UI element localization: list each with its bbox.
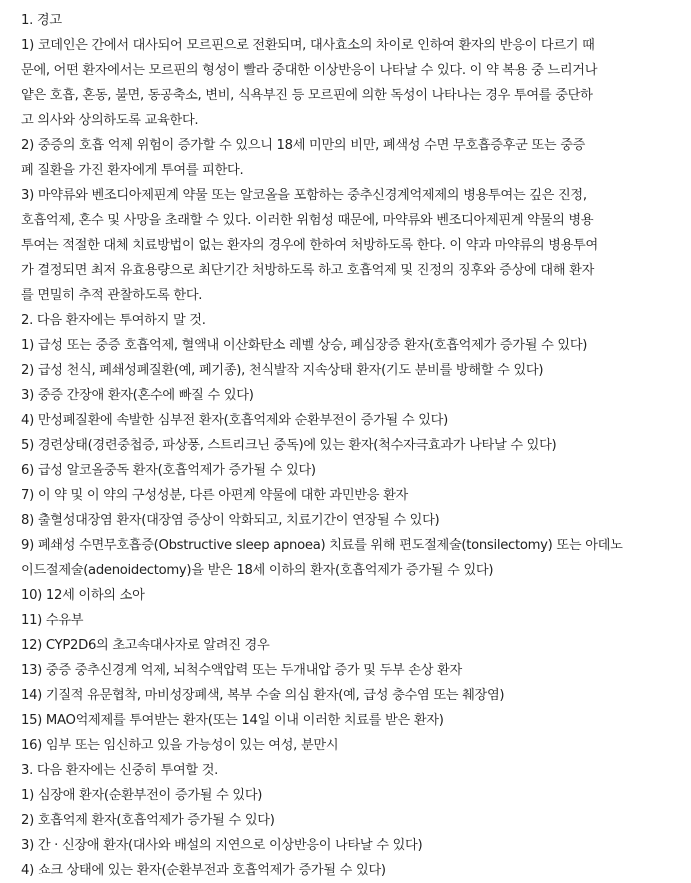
text-line: 투여는 적절한 대체 치료방법이 없는 환자의 경우에 한하여 처방하도록 한다. 이 약과 마약류의 병용투여 xyxy=(21,238,598,253)
text-line: 1) 급성 또는 중증 호흡억제, 혈액내 이산화탄소 레벨 상승, 폐심장증 환자(호흡억제가 증가될 수 있다) xyxy=(21,338,588,353)
text-line: 를 면밀히 추적 관찰하도록 한다. xyxy=(21,288,203,303)
text-line: 고 의사와 상의하도록 교육한다. xyxy=(21,113,199,128)
text-line: 3. 다음 환자에는 신중히 투여할 것. xyxy=(21,763,219,778)
text-line: 2) 중증의 호흡 억제 위험이 증가할 수 있으니 18세 미만의 비만, 폐색성 수면 무호흡증후군 또는 중증 xyxy=(21,138,586,153)
text-line: 1) 코데인은 간에서 대사되어 모르핀으로 전환되며, 대사효소의 차이로 인하여 환자의 반응이 다르기 때 xyxy=(21,38,595,53)
text-line: 7) 이 약 및 이 약의 구성성분, 다른 아편계 약물에 대한 과민반응 환자 xyxy=(21,488,408,503)
text-line: 10) 12세 이하의 소아 xyxy=(21,588,145,603)
text-line: 1) 심장애 환자(순환부전이 증가될 수 있다) xyxy=(21,788,263,803)
text-line: 5) 경련상태(경련중첩증, 파상풍, 스트리크닌 중독)에 있는 환자(척수자극효과가 나타날 수 있다) xyxy=(21,438,557,453)
text-line: 이드절제술(adenoidectomy)을 받은 18세 이하의 환자(호흡억제가 증가될 수 있다) xyxy=(21,563,494,578)
text-line: 3) 간 · 신장애 환자(대사와 배설의 지연으로 이상반응이 나타날 수 있다) xyxy=(21,838,423,853)
text-line: 호흡억제, 혼수 및 사망을 초래할 수 있다. 이러한 위험성 때문에, 마약류와 벤조디아제핀계 약물의 병용 xyxy=(21,213,594,228)
text-line: 폐 질환을 가진 환자에게 투여를 피한다. xyxy=(21,163,244,178)
text-line: 2) 급성 천식, 폐쇄성폐질환(예, 폐기종), 천식발작 지속상태 환자(기도 분비를 방해할 수 있다) xyxy=(21,363,544,378)
text-line: 12) CYP2D6의 초고속대사자로 알려진 경우 xyxy=(21,638,270,653)
text-line: 3) 중증 간장애 환자(혼수에 빠질 수 있다) xyxy=(21,388,254,403)
text-line: 3) 마약류와 벤조디아제핀계 약물 또는 알코올을 포함하는 중추신경계억제제의 병용투여는 깊은 진정, xyxy=(21,188,587,203)
text-line: 13) 중증 중추신경계 억제, 뇌척수액압력 또는 두개내압 증가 및 두부 손상 환자 xyxy=(21,663,462,678)
text-line: 15) MAO억제제를 투여받는 환자(또는 14일 이내 이러한 치료를 받은 환자) xyxy=(21,713,444,728)
text-line: 문에, 어떤 환자에서는 모르핀의 형성이 빨라 중대한 이상반응이 나타날 수 있다. 이 약 복용 중 느리거나 xyxy=(21,63,598,78)
text-line: 4) 만성폐질환에 속발한 심부전 환자(호흡억제와 순환부전이 증가될 수 있다) xyxy=(21,413,448,428)
text-line: 8) 출혈성대장염 환자(대장염 증상이 악화되고, 치료기간이 연장될 수 있다) xyxy=(21,513,440,528)
text-line: 가 결정되면 최저 유효용량으로 최단기간 처방하도록 하고 호흡억제 및 진정의 징후와 증상에 대해 환자 xyxy=(21,263,595,278)
text-line: 1. 경고 xyxy=(21,13,62,28)
text-line: 14) 기질적 유문협착, 마비성장폐색, 복부 수술 의심 환자(예, 급성 충수염 또는 췌장염) xyxy=(21,688,505,703)
text-line: 4) 쇼크 상태에 있는 환자(순환부전과 호흡억제가 증가될 수 있다) xyxy=(21,863,386,878)
text-line: 6) 급성 알코올중독 환자(호흡억제가 증가될 수 있다) xyxy=(21,463,316,478)
text-line: 9) 폐쇄성 수면무호흡증(Obstructive sleep apnoea) 치료를 위해 편도절제술(tonsilectomy) 또는 아데노 xyxy=(21,538,623,553)
text-line: 2. 다음 환자에는 투여하지 말 것. xyxy=(21,313,206,328)
text-line: 2) 호흡억제 환자(호흡억제가 증가될 수 있다) xyxy=(21,813,275,828)
text-line: 16) 임부 또는 임신하고 있을 가능성이 있는 여성, 분만시 xyxy=(21,738,339,753)
text-line: 11) 수유부 xyxy=(21,613,84,628)
text-line: 얕은 호흡, 혼동, 불면, 동공축소, 변비, 식욕부진 등 모르핀에 의한 독성이 나타나는 경우 투여를 중단하 xyxy=(21,88,593,103)
